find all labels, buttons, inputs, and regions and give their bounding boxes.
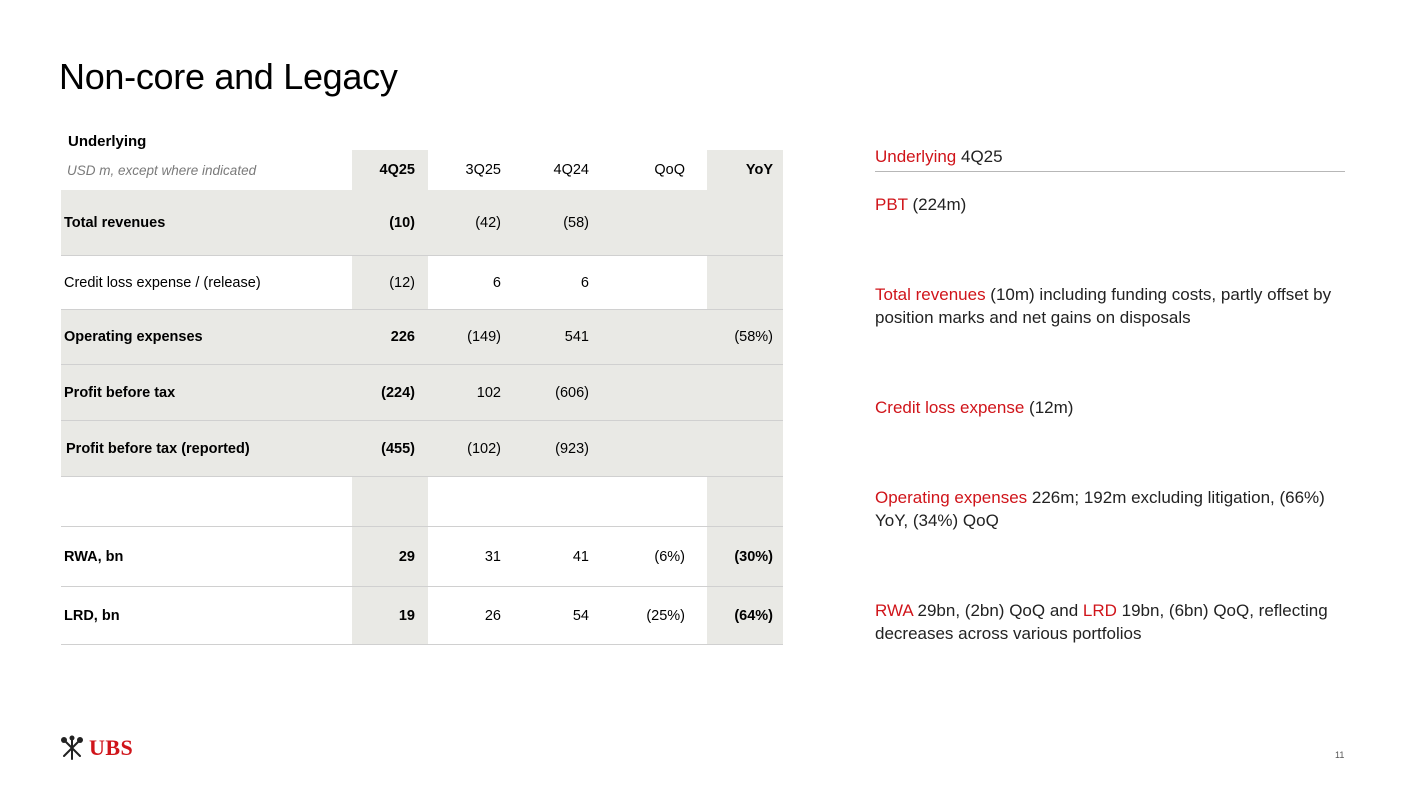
point-keyword: PBT: [875, 195, 908, 214]
row-label: Total revenues: [64, 214, 166, 231]
cell-qoq: [612, 256, 707, 309]
cell-yoy: (58%): [734, 329, 773, 345]
point-text: (12m): [1024, 398, 1074, 417]
summary-heading: [875, 145, 1345, 172]
cell-3q25: 26: [484, 607, 501, 624]
summary-point-pbt: [875, 193, 1345, 216]
cell-3q25: 6: [492, 274, 501, 291]
spacer-cell: [612, 477, 707, 526]
cell-yoy: (30%): [707, 527, 783, 586]
point-text: (10m) including funding costs, partly offset by position marks and net gains on disposals: [875, 285, 1332, 327]
row-label: Profit before tax (reported): [66, 440, 250, 457]
summary-point-credit-loss: [875, 396, 1345, 419]
cell-qoq: [612, 365, 707, 420]
row-label: Credit loss expense / (release): [64, 274, 261, 291]
point-keyword-lrd: LRD: [1082, 601, 1117, 620]
table-heading-row: [61, 128, 783, 150]
point-keyword: Credit loss expense: [875, 398, 1025, 417]
cell-yoy: [707, 365, 783, 420]
cell-4q24: (606): [555, 384, 589, 401]
cell-yoy: (64%): [707, 587, 783, 644]
col-header-4q25: 4Q25: [352, 150, 428, 190]
page-number: 11: [1335, 750, 1345, 760]
summary-point-revenues: [875, 283, 1345, 329]
row-label: RWA, bn: [64, 548, 124, 565]
cell-4q25: 29: [352, 527, 428, 586]
table-row: [61, 365, 783, 421]
cell-qoq: [612, 310, 707, 364]
cell-4q25: (224): [381, 384, 415, 401]
page-title: Non-core and Legacy: [59, 56, 398, 97]
table-row: [61, 587, 783, 645]
cell-qoq: (6%): [654, 548, 685, 565]
cell-3q25: (102): [467, 440, 501, 457]
cell-4q24: 541: [564, 329, 589, 345]
spacer-cell: [352, 477, 428, 526]
point-text: 29bn, (2bn) QoQ and: [912, 601, 1083, 620]
cell-3q25: (149): [467, 329, 501, 345]
row-label: Profit before tax: [64, 384, 176, 401]
cell-4q24: (923): [555, 440, 589, 457]
point-keyword: Total revenues: [875, 285, 986, 304]
table-row: [61, 421, 783, 477]
table-row: [61, 190, 783, 256]
table-row: [61, 527, 783, 587]
cell-qoq: [612, 190, 707, 255]
cell-4q25: 19: [352, 587, 428, 644]
cell-4q25: (455): [381, 440, 415, 457]
col-header-qoq: QoQ: [654, 162, 685, 178]
cell-4q25: (10): [389, 214, 415, 231]
cell-qoq: (25%): [646, 607, 685, 624]
ubs-logo: [59, 735, 133, 761]
cell-4q25: (12): [352, 256, 428, 309]
point-keyword-rwa: RWA: [875, 601, 913, 620]
table-header-row: [61, 150, 783, 190]
table-row: [61, 256, 783, 310]
cell-3q25: 102: [476, 384, 501, 401]
col-header-yoy: YoY: [707, 150, 783, 190]
results-table: [61, 128, 783, 645]
point-text: (224m): [907, 195, 967, 214]
table-row: [61, 310, 783, 365]
col-header-4q24: 4Q24: [553, 162, 589, 178]
keys-icon: [59, 735, 85, 761]
summary-heading-text: 4Q25: [956, 147, 1003, 166]
spacer-row: [61, 477, 783, 527]
cell-4q24: 54: [572, 607, 589, 624]
summary-point-rwa-lrd: [875, 599, 1345, 645]
table-heading: Underlying: [68, 133, 147, 150]
cell-yoy: [707, 190, 783, 255]
spacer-cell: [707, 477, 783, 526]
cell-4q24: 41: [572, 548, 589, 565]
cell-3q25: 31: [484, 548, 501, 565]
cell-yoy: [707, 421, 783, 476]
col-header-3q25: 3Q25: [465, 162, 501, 178]
point-text: 19bn, (6bn) QoQ, reflecting decreases across various portfolios: [875, 601, 1328, 643]
point-text: 226m; 192m excluding litigation, (66%) YoY, (34%) QoQ: [875, 488, 1325, 530]
spacer-cell: [520, 477, 612, 526]
spacer-cell: [428, 477, 520, 526]
logo-text: UBS: [89, 735, 134, 760]
cell-3q25: (42): [475, 214, 501, 231]
cell-4q24: (58): [563, 214, 589, 231]
row-label: Operating expenses: [64, 329, 203, 345]
row-label: LRD, bn: [64, 607, 120, 624]
units-label: USD m, except where indicated: [67, 162, 257, 178]
point-keyword: Operating expenses: [875, 488, 1028, 507]
cell-qoq: [612, 421, 707, 476]
summary-point-opex: [875, 486, 1345, 532]
cell-yoy: [707, 256, 783, 309]
spacer-cell: [61, 477, 352, 526]
summary-heading-red: Underlying: [875, 147, 957, 166]
cell-4q24: 6: [580, 274, 589, 291]
cell-4q25: 226: [390, 329, 415, 345]
